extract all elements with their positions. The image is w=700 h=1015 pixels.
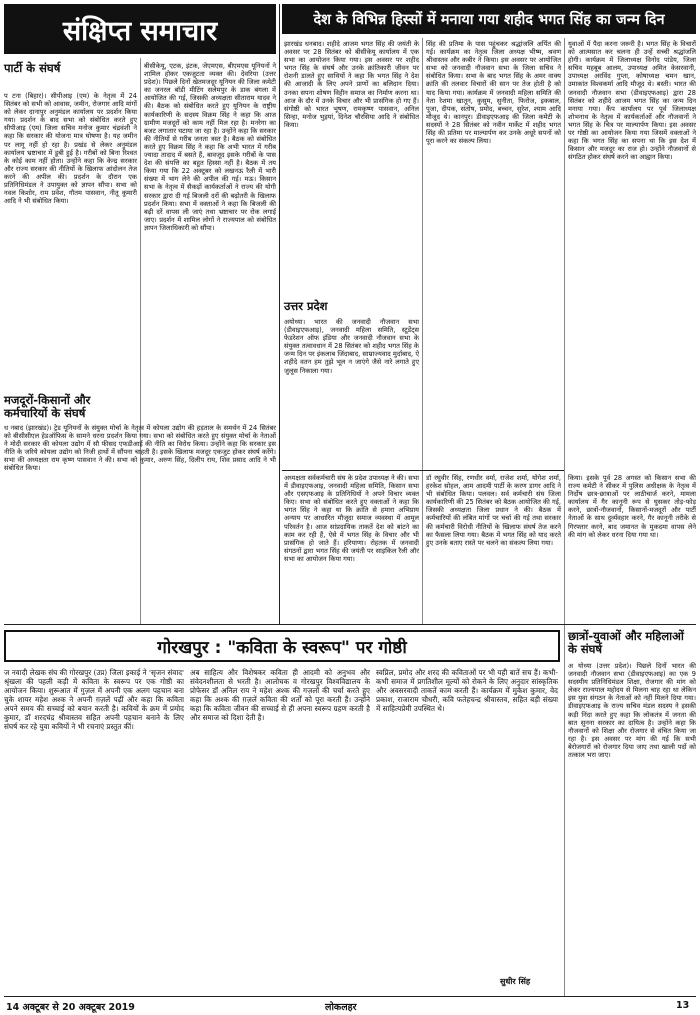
- column-rule: [564, 624, 565, 996]
- section-divider: [4, 624, 696, 625]
- gorakhpur-title: गोरखपुर : "कविता के स्वरूप" पर गोष्ठी: [157, 637, 407, 658]
- jharkhand-report: झारखंड धनबाद। शहीदे आजम भगत सिंह की जयंती के अवसर पर 28 सितंबर को बीसीकेयू कार्यालय में एक सभा का आयोजन किया गया। इस अवसर पर शहीद भगत सिंह के संघर्ष और उनके क्रांतिकारी जीवन पर रोशनी डालते हुए साथियों ने कहा कि भगत सिंह ने देश की आजादी के लिए अपने प्राणों का बलिदान दिया। उनका सपना शोषण विहीन समाज का निर्माण करना था। आज के दौर में उनके विचार और भी प्रासंगिक हो गए हैं। संगोष्ठी को भारत भूषण, रामकृष्ण पासवान, अनिल सिन्हा, मनोज भुइयां, दिनेश चौरसिया आदि ने संबोधित किया।: [284, 40, 419, 129]
- basti-report: युवाओं में पैदा करना जरूरी है। भगत सिंह के विचारों को आत्मसात कर चलना ही उन्हें सच्ची श्रद्धांजलि होगी। कार्यक्रम में जिलाध्यक्ष विनोद पांडेय, जिला सचिव महबूब आलम, उपाध्यक्ष अमित केसरवानी, उपाध्यक्ष अरविंद गुप्ता, कोषाध्यक्ष चमन खान, उमाकांत विश्वकर्मा आदि मौजूद थे। बस्ती। भारत की जनवादी नौजवान सभा (डीवाइएफआइ) द्वारा 28 सितंबर को शहीदे आजम भगत सिंह का जन्म दिन मनाया गया। कैंप कार्यालय पर पूर्व जिलाध्यक्ष शोभनाथ के नेतृत्व में कार्यकर्ताओं और नौजवानों ने भगत सिंह के चित्र पर माल्यार्पण किया। इस अवसर पर गोष्ठी का आयोजन किया गया जिसमें वक्ताओं ने कहा कि भगत सिंह का सपना था कि इस देश में किसान और मजदूर का राज हो। उन्होंने नौजवानों से संगठित होकर संघर्ष करने का आह्वान किया।: [568, 40, 696, 162]
- main-story-title: देश के विभिन्न हिस्सों में मनाया गया शहीद भगत सिंह का जन्म दिन: [313, 12, 665, 28]
- main-story-header: [282, 4, 696, 34]
- column-rule: [564, 38, 565, 624]
- patna-brief: प टना (बिहार)। सीपीआइ (एम) के नेतृत्व में 24 सितंबर को सभी को आवास, जमीन, रोजगार आदि मांगों को लेकर दानापुर अनुमंडल कार्यालय पर प्रदर्शन किया गया। प्रदर्शन के बाद सभा को संबोधित करते हुए सीपीआइ (एम) जिला सचिव मनोज कुमार चंद्रवंशी ने कहा कि सरकार की योजना मात्र घोषणा है। यह जमीन पर लागू नहीं हो रहा है। प्रखंड से लेकर अनुमंडल कार्यालय भ्रष्टाचार में डूबी हुई है। गरीबों को बिना रिश्वत के कोई काम नहीं होता। उन्होंने कहा कि केन्द्र सरकार और राज्य सरकार की नीतियों के खिलाफ आंदोलन तेज करने की अपील की। प्रदर्शन के दौरान एक प्रतिनिधिमंडल ने उपायुक्त को ज्ञापन सौंपा। सभा को नवल किशोर, राम प्रवेश, गौतम पासवान, नीतू कुमारी आदि ने भी संबोधित किया।: [4, 92, 137, 206]
- gorakhpur-col2: अब साहित्य और विशेषकर कविता ही आदमी को अनुभव और संवेदनशीलता से भरती है। आलोचक व गोरखपुर विश्वविद्यालय के प्रोफेसर डॉ अनिल राय ने महेश अश्क की गज़लों की चर्चा करते हुए कहा कि अश्क की ग़ज़लें कविता की शर्तों को पूरा करती हैं। उन्होंने कहा कि कविता जीवन की सच्चाई से ही अपना स्वरूप ग्रहण करती है और समाज को दिशा देती है।: [190, 668, 370, 722]
- author-signature: सुधीर सिंह: [500, 977, 531, 986]
- gorakhpur-col1: ज नवादी लेखक संघ की गोरखपुर (उप्र) जिला इकाई ने 'सृजन संवाद' श्रृंखला की पहली कड़ी में कविता के स्वरूप पर एक गोष्ठी का आयोजन किया। शुरूआत में गुज़ल में अपनी एक अलग पहचान बना चुके शायर महेश अश्क ने अपनी ग़ज़लें पढ़ीं और कहा कि कविता अपने समय की सच्चाई को बयान करती है। कवियों के क्रम में प्रमोद कुमार, डॉ शरदचंद्र श्रीवास्तव सहित अपनी पहचान बनाने के लिए संघर्ष कर रहे युवा कवियों ने भी रचनाएं प्रस्तुत कीं।: [4, 668, 184, 731]
- brief-news-header: [4, 4, 276, 54]
- workers-struggle-heading: मजदूरों-किसानों और कर्मचारियों के संघर्ष: [4, 393, 91, 420]
- footer-paper-name: लोकलहर: [325, 1002, 357, 1013]
- brief-news-title: संक्षिप्त समाचार: [62, 15, 218, 47]
- haryana-report: अध्यक्षता सर्वकर्मचारी संघ के प्रदेश उपाध्यक्ष ने की। सभा में डीवाइएफआइ, जनवादी महिला समिति, किसान सभा और एसएफआइ के प्रतिनिधियों ने अपने विचार व्यक्त किए। सभा को संबोधित करते हुए वक्ताओं ने कहा कि भगत सिंह ने कहा था कि क्रांति से हमारा अभिप्राय अन्याय पर आधारित मौजूदा समाज व्यवस्था में आमूल परिवर्तन है। आज सांप्रदायिक ताकतें देश को बांटने का काम कर रही हैं, ऐसे में भगत सिंह के विचार और भी प्रासंगिक हो जाते हैं। हरियाणा। रोहतक में जनवादी संगठनों द्वारा भगत सिंह की जयंती पर साइकिल रैली और सभा का आयोजन किया गया।: [284, 474, 419, 563]
- footer-divider: [4, 996, 696, 997]
- deoria-brief: बीसीकेयू, एटक, इंटक, जेएमएस, बीएमएस यूनियनों ने शामिल होकर एकजुटता व्यक्त की। देवरिया (उत्तर प्रदेश)। पिछले दिनों खेतमजदूर यूनियन की जिला कमेटी का जनरल बॉडी मीटिंग सलेमपुर के डाक बंगला में आयोजित की गई, जिसकी अध्यक्षता सीताराम यादव ने की। बैठक को संबोधित करते हुए यूनियन के राष्ट्रीय कार्यकारिणी के सदस्य विक्रम सिंह ने कहा कि आज ग्रामीण मजदूरों को काम नहीं मिल रहा है। मनरेगा का बजट लगातार घटाया जा रहा है। उन्होंने कहा कि सरकार की नीतियों से गरीब जनता त्रस्त है। बैठक को संबोधित करते हुए विक्रम सिंह ने कहा कि अभी भारत में गरीब ज्यादा तादाद में बसते हैं, बावजूद इसके गरीबों के पास देश की संपत्ति का बहुत हिस्सा नहीं है। बैठक में तय किया गया कि 22 अक्टूबर को लखनऊ रैली में भारी संख्या में भाग लेने की अपील की गई। मऊ। किसान सभा के नेतृत्व में सैकड़ों कार्यकर्ताओं ने राज्य की योगी सरकार द्वारा दी गई बिजली दरों की बढ़ोतरी के खिलाफ प्रदर्शन किया। सभा में वक्ताओं ने कहा कि बिजली की बढ़ी दरें वापस ली जाएं तथा भ्रष्टाचार पर रोक लगाई जाए। प्रदर्शन में शामिल लोगों ने राज्यपाल को संबोधित ज्ञापन जिलाधिकारी को सौंपा।: [144, 62, 276, 232]
- palwal-report: डॉ रघुवीर सिंह, रणधीर वर्मा, राजेश शर्मा, योगेश शर्मा, हरकेश सोहल, आम आदमी पार्टी के करण डागर आदि ने भी संबोधित किया। पलवल। सर्व कर्मचारी संघ जिला कार्यकारिणी की 25 सितंबर को बैठक आयोजित की गई, जिसकी अध्यक्षता जिला प्रधान ने की। बैठक में कर्मचारियों की लंबित मांगों पर चर्चा की गई तथा सरकार की कर्मचारी विरोधी नीतियों के खिलाफ संघर्ष तेज करने का फैसला लिया गया। बैठक में भगत सिंह को याद करते हुए उनके बताए रास्ते पर चलने का संकल्प लिया गया।: [426, 474, 561, 547]
- kanpur-report: सिंह की प्रतिमा के पास पहुंचकर श्रद्धांजलि अर्पित की गई। कार्यक्रम का नेतृत्व जिला अध्यक्ष भीष्म, श्रवण श्रीवास्तव और कबीर ने किया। इस अवसर पर आयोजित सभा को जनवादी नौजवान सभा के जिला सचिव ने संबोधित किया। सभा के बाद भगत सिंह के अमर वाक्य क्रांति की तलवार विचारों की सान पर तेज होती है को याद किया गया। कार्यक्रम में जनवादी महिला समिति की नेता रेशमा खातून, कुसुम, सुनीता, फिरोज, इकबाल, पूजा, दीपक, संतोष, प्रमोद, बच्चन, सुरेश, श्याम आदि मौजूद थे। कानपुर। डीवाइएफआइ की जिला कमेटी के सदस्यों ने 28 सितंबर को नवीन मार्केट में शहीद भगत सिंह की प्रतिमा पर माल्यार्पण कर उनके अधूरे सपनों को पूरा करने का संकल्प लिया।: [426, 40, 561, 146]
- footer-date: 14 अक्टूबर से 20 अक्टूबर 2019: [6, 1002, 135, 1013]
- column-rule: [422, 38, 423, 624]
- page-number: 13: [676, 1000, 690, 1011]
- column-rule: [279, 4, 280, 624]
- uttar-pradesh-heading: उत्तर प्रदेश: [284, 299, 328, 313]
- gorakhpur-col3: स्वप्निल, प्रमोद और शरद की कविताओं पर भी यही बातें सच हैं। कभी-कभी समाज में प्रगतिशील मूल्यों को रोकने के लिए अनुदार सांस्कृतिक और अवसरवादी ताकतें काम करती हैं। कार्यक्रम में मुकेश कुमार, वेद प्रकाश, राजाराम चौधरी, कवि फतेहचन्द्र श्रीवास्तव, सहित बड़ी संख्या में साहित्यप्रेमी उपस्थित थे।: [376, 668, 558, 713]
- students-women-heading: छात्रों-युवाओं और महिलाओं के संघर्ष: [568, 629, 684, 656]
- story-divider: [282, 470, 564, 471]
- ayodhya-report: अयोध्या। भारत की जनवादी नौजवान सभा (डीवाइएफआइ), जनवादी महिला समिति, स्टूडेंट्स फेडरेशन ऑफ इंडिया और जनवादी नौजवान सभा के संयुक्त तत्वावधान में 28 सितंबर को शहीद भगत सिंह के जन्म दिन पर इंकलाब जिंदाबाद, साम्राज्यवाद मुर्दाबाद, ऐ शहीदे वतन हम तुझे भूल न जाएंगे जैसे नारे लगाते हुए जुलूस निकाला गया।: [284, 318, 419, 375]
- ayodhya-youth-report: अ योध्या (उत्तर प्रदेश)। पिछले दिनों भारत की जनवादी नौजवान सभा (डीवाइएफआइ) का एक 9 सदस्यीय प्रतिनिधिमंडल शिक्षा, रोजगार की मांग को लेकर राज्यपाल महोदय से मिलना चाह रहा था लेकिन इस युवा संगठन के नेताओं को नहीं मिलने दिया गया। डीवाइएफआइ के राज्य सचिव मंडल सदस्य ने इसकी कड़ी निंदा करते हुए कहा कि लोकतंत्र में जनता की बात सुनना सरकार का दायित्व है। उन्होंने कहा कि नौजवानों को शिक्षा और रोजगार से वंचित किया जा रहा है। इस अवसर पर मांग की गई कि सभी बेरोजगारों को रोजगार दिया जाए तथा खाली पदों को तत्काल भरा जाए।: [568, 662, 696, 760]
- gorakhpur-header: [4, 630, 560, 662]
- dhanbad-brief: ध नबाद (झारखंड)। ट्रेड यूनियनों के संयुक्त मोर्चा के नेतृत्व में कोयला उद्योग की हड़ताल के समर्थन में 24 सितंबर को बीसीसीएल हेडऑफिस के सामने धरना प्रदर्शन किया गया। सभा को संबोधित करते हुए संयुक्त मोर्चा के नेताओं ने मोदी सरकार की कोयला उद्योग में सौ फीसद एफडीआई की नीति का विरोध किया। उन्होंने कहा कि सरकार इस नीति के जरिये कोयला उद्योग को निजी हाथों में सौंपना चाहती है। इसके खिलाफ मजदूर एकजुट होकर संघर्ष करेंगे। सभा की अध्यक्षता राम कृष्ण पासवान ने की। सभा को कुमार, अरुण सिंह, दिलीप राय, शिव प्रसाद आदि ने भी संबोधित किया।: [4, 424, 276, 473]
- sikar-report: किया। इसके पूर्व 28 अगस्त को किसान सभा की राज्य कमेटी ने सीकर में पुलिस अधीक्षक के नेतृत्व में निर्दोष छात्र-छात्राओं पर लाठीचार्ज करने, मामला कार्यालय में गैर कानूनी रूप से घुसकर तोड़-फोड़ करने, छात्रों-नौजवानों, किसानों-मजदूरों और पार्टी नेताओं के साथ दुर्व्यवहार करने, गैर कानूनी तरीके से गिरफ्तार करने, बाद जमानत के मुकदमा वापस लेने की मांग को लेकर धरना दिया गया था।: [568, 474, 696, 539]
- party-struggle-heading: पार्टी के संघर्ष: [4, 61, 61, 75]
